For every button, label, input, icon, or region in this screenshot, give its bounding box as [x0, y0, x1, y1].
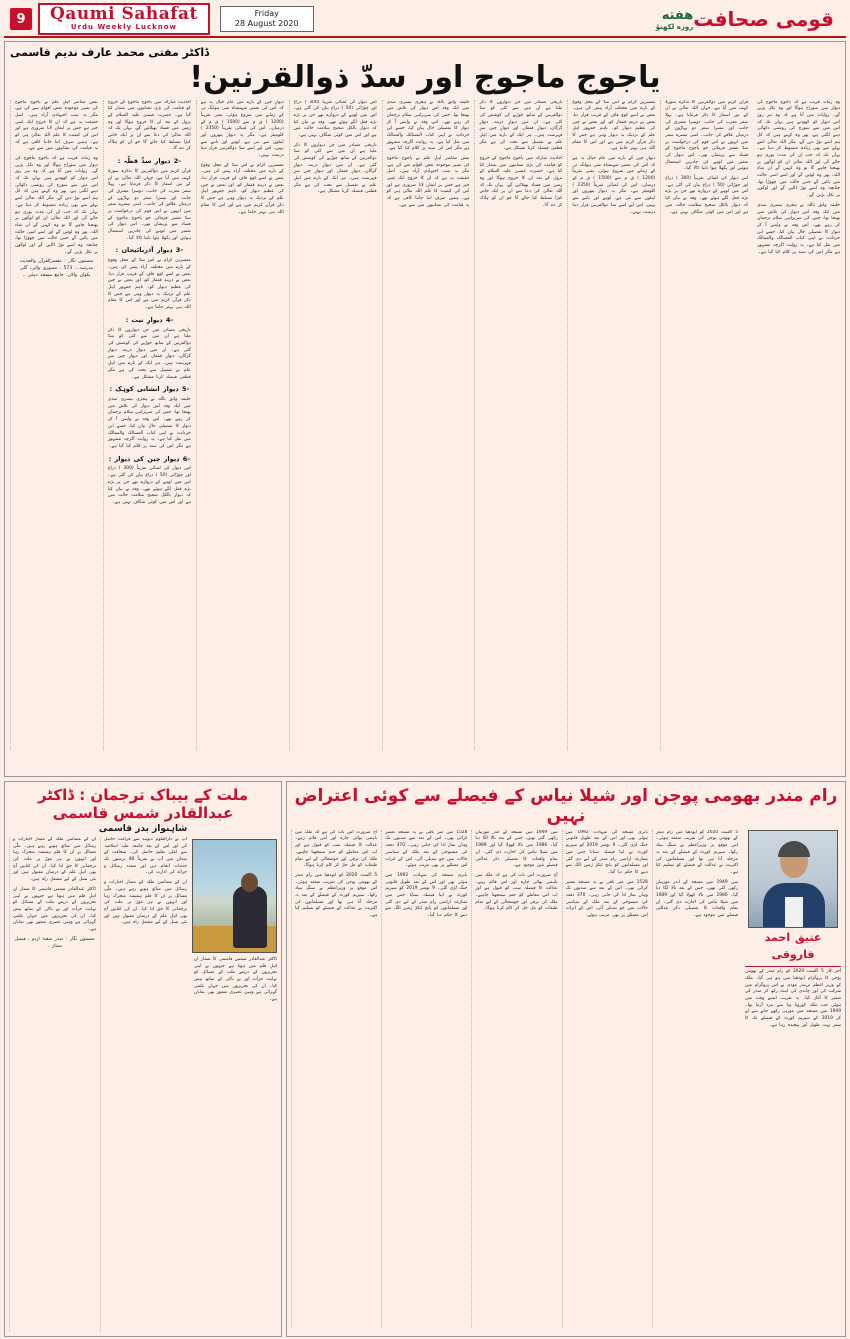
br-col-0	[652, 830, 738, 1328]
top-col-7-text-d: تاریخی مصادر میں جن دیواروں کا ذکر ملتا ہے ان میں سے کئی کو سدّ ذوالقرنین کے ساتھ جوڑنے کی کوشش کی گئی ہے۔ ان میں دیوارِ دربند، دیوارِ گرگان، دیوارِ قفقاز، اور دیوارِ چین سرِ فہرست ہیں۔ ہر ایک کے بارے میں اہلِ علم نے تفصیل سے بحث کی ہے مگر قطعی فیصلہ کرنا مشکل ہے۔	[107, 327, 191, 380]
bottom-right-article	[286, 781, 846, 1337]
article-photo	[192, 839, 277, 953]
bottom-left-headline: ملت کے بیباک ترجمان : ڈاکٹر عبدالقادر شمس قاسمی	[37, 786, 249, 822]
top-col-2	[567, 100, 655, 750]
bl-col-2-text-b: ڈاکٹر عبدالقادر شمس قاسمی کا شمار ان اہلِ قلم میں ہوتا ہے جنہوں نے اپنی تحریروں کے ذریعے ملت کے مسائل کو نہایت جرأت اور بے باکی کے ساتھ پیش کیا۔ ان کی تحریروں میں جہاں علمی گہرائی ہے وہیں عصری شعور بھی نمایاں ہے۔	[13, 886, 96, 932]
bottom-right-headline: رام مندر بھومی پوجن اور شیلا نیاس کے فیصلے سے کوئی اعتراض نہیں	[294, 786, 838, 827]
top-col-4-text: خلیفہ واثق باللہ نے ہجری تیسری صدی میں ایک وفد اس دیوار کی تلاش میں بھیجا تھا، جس کی سربراہی سلام ترجمان کر رہے تھے۔ اس وفد نے واپس آ کر دیوار کا تفصیلی حال بیان کیا، جسے ابن خردادبہ نے اپنی کتاب المسالک والممالک میں نقل کیا ہے۔ یہ روایت اگرچہ مشہور ہے مگر اس کی سند پر کلام کیا گیا ہے۔	[386, 99, 470, 152]
bottom-section	[4, 781, 846, 1337]
bottom-left-byline: شاہنواز بدر قاسمی	[98, 824, 188, 834]
top-col-7-text-e: خلیفہ واثق باللہ نے ہجری تیسری صدی میں ایک وفد اس دیوار کی تلاش میں بھیجا تھا، جس کی سربراہی سلام ترجمان کر رہے تھے۔ اس وفد نے واپس آ کر دیوار کا تفصیلی حال بیان کیا، جسے ابن خردادبہ نے اپنی کتاب المسالک والممالک میں نقل کیا ہے۔ یہ روایت اگرچہ مشہور ہے مگر اس کی سند پر کلام کیا گیا ہے۔	[107, 397, 191, 449]
top-col-7	[103, 100, 191, 750]
portrait-hair	[778, 841, 810, 857]
bottom-right-columns	[291, 830, 841, 1328]
top-article-credit: مضمون نگار : مفسرالقرآن والحدیث مدرسہ… 573 ـ مصوری والی، گلی پکوان والان، جامع مسجد دہلی ۔	[19, 259, 94, 279]
bottom-left-columns	[9, 837, 277, 1332]
br-col-3-text: 1528 میں میر باقی نے یہ مسجد تعمیر کرائی تھی۔ اس کے بعد سے صدیوں تک وہاں نماز ادا کی جاتی رہی۔ 370 دفعہ کی منسوخی کے بعد ملک کے سیاسی حالات میں جو تبدیلی آئی، اس کے اثرات اس مسئلے پر بھی مرتب ہوئے۔	[385, 829, 468, 869]
top-article-byline: ڈاکٹر مفتی محمد عارف ندیم قاسمی	[10, 46, 210, 59]
top-col-1-text-b: اس دیوار کی لمبائی تقریباً (300 ) ذراع اور چوڑائی (50 ) ذراع بیان کی گئی ہے۔ اس میں لوہے کے دروازے تھے جن پر بڑے بڑے قفل لگے ہوئے تھے۔ وفد نے بیان کیا کہ دیوار بالکل صحیح سلامت حالت میں ہے اور اس میں کوئی شگاف نہیں ہے۔	[665, 176, 749, 215]
bl-col-1-text: آپ نے دارالعلوم دیوبند سے فراغت حاصل کی اور اس کے بعد جامعہ ملیہ اسلامیہ سے اعلیٰ تعلیم حاصل کی۔ صحافت کے میدان میں آپ نے تقریباً 48 برسوں تک خدمات انجام دیں اور متعدد رسائل و جرائد کی ادارت کی۔	[104, 837, 187, 876]
top-col-8	[10, 100, 98, 750]
urdu-periodicity-top: هفته	[661, 7, 694, 23]
photo-head-left	[241, 873, 258, 892]
issue-date	[220, 6, 314, 33]
bl-col-0	[191, 837, 277, 1332]
top-col-3	[474, 100, 562, 750]
top-col-4	[382, 100, 470, 750]
top-col-5-text-b: تاریخی مصادر میں جن دیواروں کا ذکر ملتا ہے ان میں سے کئی کو سدّ ذوالقرنین کے ساتھ جوڑنے کی کوشش کی گئی ہے۔ ان میں دیوارِ دربند، دیوارِ گرگان، دیوارِ قفقاز، اور دیوارِ چین سرِ فہرست ہیں۔ ہر ایک کے بارے میں اہلِ علم نے تفصیل سے بحث کی ہے مگر قطعی فیصلہ کرنا مشکل ہے۔	[293, 142, 377, 195]
top-col-6	[196, 100, 284, 750]
br-col-1-text: بابری مسجد کی شہادت 1992 میں ہوئی تھی اور اس کے بعد طویل قانونی جنگ لڑی گئی۔ 9 نومبر 2019 کو سپریم کورٹ نے اپنا فیصلہ سنایا جس میں متنازعہ اراضی رام مندر کے لیے دی گئی اور مسلمانوں کو پانچ ایکڑ زمین الگ سے دینے کا حکم دیا گیا۔	[565, 829, 648, 875]
br-col-0-text-b: سن 1949 میں مسجد کے اندر مورتیاں رکھی گئی تھیں، جس کے بعد تالا لگا دیا گیا۔ 1986 میں تالا کھولا گیا اور 1989 میں شیلا نیاس کی اجازت دی گئی۔ ان تمام واقعات کا تفصیلی ذکر عدالتی فیصلے میں موجود ہے۔	[655, 879, 739, 919]
bl-col-1-text-b: ان کے مضامین ملک کے ممتاز اخبارات و رسائل میں شائع ہوتے رہے ہیں۔ ملّی مسائل پر ان کا قلم ہمیشہ متحرک رہا اور انہوں نے ہر موڑ پر ملت کی ترجمانی کا حق ادا کیا۔ ان کی کتابیں آج بھی اہلِ علم کے درمیان مقبول ہیں اور نئی نسل کے لیے مشعلِ راہ ہیں۔	[104, 880, 187, 926]
top-article	[4, 41, 846, 777]
top-col-6-text-b: مفسرین کرام نے اس سدّ کے محل وقوع کے بارے میں مختلف آراء پیش کی ہیں۔ بعض نے اسے کوہِ قاف کے قریب قرار دیا، بعض نے دربندِ قفقاز کو، اور بعض نے چین کی عظیم دیوار کو۔ تاہم جمہور اہلِ علم کے نزدیک یہ دیوار وہی ہے جس کا ذکر قرآن کریم میں ہے اور اس کا مقام اللہ ہی بہتر جانتا ہے۔	[200, 162, 284, 215]
top-col-2-text: مفسرین کرام نے اس سدّ کے محل وقوع کے بارے میں مختلف آراء پیش کی ہیں۔ بعض نے اسے کوہِ قاف کے قریب قرار دیا، بعض نے دربندِ قفقاز کو، اور بعض نے چین کی عظیم دیوار کو۔ تاہم جمہور اہلِ علم کے نزدیک یہ دیوار وہی ہے جس کا ذکر قرآن کریم میں ہے اور اس کا مقام اللہ ہی بہتر جانتا ہے۔	[572, 99, 656, 152]
br-col-3-text-b: بابری مسجد کی شہادت 1992 میں ہوئی تھی اور اس کے بعد طویل قانونی جنگ لڑی گئی۔ 9 نومبر 2019 کو سپریم کورٹ نے اپنا فیصلہ سنایا جس میں متنازعہ اراضی رام مندر کے لیے دی گئی اور مسلمانوں کو پانچ ایکڑ زمین الگ سے دینے کا حکم دیا گیا۔	[385, 872, 468, 919]
top-col-3-text: تاریخی مصادر میں جن دیواروں کا ذکر ملتا ہے ان میں سے کئی کو سدّ ذوالقرنین کے ساتھ جوڑنے کی کوشش کی گئی ہے۔ ان میں دیوارِ دربند، دیوارِ گرگان، دیوارِ قفقاز، اور دیوارِ چین سرِ فہرست ہیں۔ ہر ایک کے بارے میں اہلِ علم نے تفصیل سے بحث کی ہے مگر قطعی فیصلہ کرنا مشکل ہے۔	[479, 99, 563, 152]
logo-title: Qaumi Sahafat	[50, 4, 198, 25]
br-col-4-text-b: 5 اگست 2020 کو ایودھیا میں رام مندر کے بھومی پوجن کی تقریب منعقد ہوئی۔ اس موقع پر وزیراعظم نے سنگِ بنیاد رکھا۔ سپریم کورٹ کے فیصلے کے بعد یہ مرحلہ آنا ہی تھا اور مسلمانوں کی اکثریت نے عدالت کے فیصلے کو تسلیم کیا ہے۔	[295, 872, 378, 919]
br-side-text: آخر کار 5 اگست 2020 کو رام مندر کے بھومی پوجن کا پروگرام ایودھیا میں ہو ہی گیا۔ ملک کے وزیر اعظم نریندر مودی نے اس پروگرام میں شرکت کی اور چاندی کی اینٹ رکھ کر مندر کی تعمیر کا آغاز کیا۔ یہ تقریب ایسے وقت میں ہوئی جب ملک کورونا وبا سے نبرد آزما تھا۔ 1949 میں مسجد میں مورتی رکھے جانے سے لے کر 2019 کے سپریم کورٹ کے فیصلے تک کا سفر بہت طویل اور پیچیدہ رہا ہے۔	[745, 969, 842, 1028]
bottom-left-article	[4, 781, 282, 1337]
br-col-2-text-b: آج ضرورت اس بات کی ہے کہ ملک میں باہمی بھائی چارہ اور امن قائم رہے۔ عدالت کا فیصلہ سب کو قبول ہے اور اب اس معاملے کو ختم سمجھنا چاہیے۔ ملک کی ترقی اور خوشحالی کے لیے تمام طبقات کو مل جل کر کام کرنا ہوگا۔	[475, 872, 558, 912]
top-col-0	[753, 100, 840, 750]
urdu-masthead-title: قومی صحافت	[693, 7, 834, 31]
br-col-2	[471, 830, 557, 1328]
top-col-2-text-b: دیوارِ چین کے بارے میں عام خیال یہ ہے کہ اس کی تعمیر شہنشاہ شی ہوانگ تی کے زمانے میں شروع ہوئی، یعنی تقریباً (1200 ) ق م سے (1500 ) ق م کے درمیان۔ اس کی لمبائی تقریباً (2350 ) کلومیٹر ہے۔ مگر یہ دیوار پتھروں اور اینٹوں سے بنی ہے، لوہے اور تانبے سے نہیں، اس لیے اسے سدّ ذوالقرنین قرار دینا درست نہیں۔	[572, 156, 656, 215]
logo-subtitle: Urdu Weekly Lucknow	[70, 23, 177, 32]
top-col-7-text: احادیث مبارکہ میں یاجوج ماجوج کے خروج کو قیامت کی بڑی نشانیوں میں شمار کیا گیا ہے۔ حضرت عیسیٰ علیہ السلام کے نزول کے بعد ان کا خروج ہوگا اور وہ زمین میں فساد پھیلائیں گے، یہاں تک کہ اللہ تعالیٰ کی دعا سے ان پر ایک خاص کیڑا مسلط کیا جائے گا جو ان کو ہلاک کر دے گا۔	[107, 99, 191, 152]
top-subhead-5: -6 دیوار چین کی دیوار :	[108, 454, 190, 463]
top-col-4-text-b: بعض معاصر اہلِ علم نے یاجوج ماجوج کی تعبیر موجودہ بعض اقوام سے کی ہے، مگر یہ سب اجتہادی آراء ہیں۔ اصل حقیقت یہ ہے کہ ان کا خروج ایک غیبی خبر ہے جس پر ایمان لانا ضروری ہے اور اس کی کیفیت کا علم اللہ تعالیٰ ہی کو ہے۔ ہمیں صرف اتنا جاننا کافی ہے کہ یہ قیامت کی نشانیوں میں سے ہے۔	[386, 156, 470, 208]
bl-col-2	[9, 837, 96, 1332]
top-article-columns	[10, 100, 840, 750]
br-col-0-text: 5 اگست 2020 کو ایودھیا میں رام مندر کے بھومی پوجن کی تقریب منعقد ہوئی۔ اس موقع پر وزیراعظم نے سنگِ بنیاد رکھا۔ سپریم کورٹ کے فیصلے کے بعد یہ مرحلہ آنا ہی تھا اور مسلمانوں کی اکثریت نے عدالت کے فیصلے کو تسلیم کیا ہے۔	[655, 829, 739, 875]
top-col-7-text-f: اس دیوار کی لمبائی تقریباً (300 ) ذراع اور چوڑائی (50 ) ذراع بیان کی گئی ہے۔ اس میں لوہے کے دروازے تھے جن پر بڑے بڑے قفل لگے ہوئے تھے۔ وفد نے بیان کیا کہ دیوار بالکل صحیح سلامت حالت میں ہے اور اس میں کوئی شگاف نہیں ہے۔	[107, 466, 191, 505]
issue-day: Friday	[254, 8, 279, 18]
br-col-4-text: آج ضرورت اس بات کی ہے کہ ملک میں باہمی بھائی چارہ اور امن قائم رہے۔ عدالت کا فیصلہ سب کو قبول ہے اور اب اس معاملے کو ختم سمجھنا چاہیے۔ ملک کی ترقی اور خوشحالی کے لیے تمام طبقات کو مل جل کر کام کرنا ہوگا۔	[295, 829, 378, 869]
portrait-shirt	[785, 897, 803, 927]
author-portrait	[748, 830, 838, 928]
top-col-1	[660, 100, 748, 750]
urdu-periodicity	[656, 8, 694, 31]
top-col-0-text-b: خلیفہ واثق باللہ نے ہجری تیسری صدی میں ایک وفد اس دیوار کی تلاش میں بھیجا تھا، جس کی سربراہی سلام ترجمان کر رہے تھے۔ اس وفد نے واپس آ کر دیوار کا تفصیلی حال بیان کیا، جسے ابن خردادبہ نے اپنی کتاب المسالک والممالک میں نقل کیا ہے۔ یہ روایت اگرچہ مشہور ہے مگر اس کی سند پر کلام کیا گیا ہے۔	[757, 202, 841, 255]
top-subhead-1: -2 دیوار سدِّ قطّہ :	[117, 157, 181, 165]
top-subhead-4: -5 دیوار انشانی کوہک :	[109, 385, 190, 394]
top-col-6-text: دیوارِ چین کے بارے میں عام خیال یہ ہے کہ اس کی تعمیر شہنشاہ شی ہوانگ تی کے زمانے میں شروع ہوئی، یعنی تقریباً (1200 ) ق م سے (1500 ) ق م کے درمیان۔ اس کی لمبائی تقریباً (2350 ) کلومیٹر ہے۔ مگر یہ دیوار پتھروں اور اینٹوں سے بنی ہے، لوہے اور تانبے سے نہیں، اس لیے اسے سدّ ذوالقرنین قرار دینا درست نہیں۔	[200, 99, 284, 158]
top-col-3-text-b: احادیث مبارکہ میں یاجوج ماجوج کے خروج کو قیامت کی بڑی نشانیوں میں شمار کیا گیا ہے۔ حضرت عیسیٰ علیہ السلام کے نزول کے بعد ان کا خروج ہوگا اور وہ زمین میں فساد پھیلائیں گے، یہاں تک کہ اللہ تعالیٰ کی دعا سے ان پر ایک خاص کیڑا مسلط کیا جائے گا جو ان کو ہلاک کر دے گا۔	[479, 156, 563, 208]
br-author-column	[742, 830, 841, 1328]
issue-date-full: 28 August 2020	[234, 19, 299, 28]
top-col-5-text: اس دیوار کی لمبائی تقریباً (300 ) ذراع اور چوڑائی (50 ) ذراع بیان کی گئی ہے۔ اس میں لوہے کے دروازے تھے جن پر بڑے بڑے قفل لگے ہوئے تھے۔ وفد نے بیان کیا کہ دیوار بالکل صحیح سلامت حالت میں ہے اور اس میں کوئی شگاف نہیں ہے۔	[293, 99, 377, 138]
bottom-left-credit: مضمون نگار : صدر شعبۂ اردو ، فیصل ممتاز ۔	[14, 936, 95, 949]
br-col-1-text-b: 1528 میں میر باقی نے یہ مسجد تعمیر کرائی تھی۔ اس کے بعد سے صدیوں تک وہاں نماز ادا کی جاتی رہی۔ 370 دفعہ کی منسوخی کے بعد ملک کے سیاسی حالات میں جو تبدیلی آئی، اس کے اثرات اس مسئلے پر بھی مرتب ہوئے۔	[565, 879, 648, 919]
top-subhead-3: -4 دیوارِ نیت :	[125, 315, 174, 324]
bl-col-0-text: ڈاکٹر عبدالقادر شمس قاسمی کا شمار ان اہلِ قلم میں ہوتا ہے جنہوں نے اپنی تحریروں کے ذریعے ملت کے مسائل کو نہایت جرأت اور بے باکی کے ساتھ پیش کیا۔ ان کی تحریروں میں جہاں علمی گہرائی ہے وہیں عصری شعور بھی نمایاں ہے۔	[194, 957, 277, 1003]
divider	[745, 966, 841, 967]
br-col-4	[291, 830, 377, 1328]
bl-col-2-text: ان کے مضامین ملک کے ممتاز اخبارات و رسائل میں شائع ہوتے رہے ہیں۔ ملّی مسائل پر ان کا قلم ہمیشہ متحرک رہا اور انہوں نے ہر موڑ پر ملت کی ترجمانی کا حق ادا کیا۔ ان کی کتابیں آج بھی اہلِ علم کے درمیان مقبول ہیں اور نئی نسل کے لیے مشعلِ راہ ہیں۔	[13, 837, 96, 883]
top-article-headline: یاجوج ماجوج اور سدّ ذوالقرنین!	[189, 60, 661, 95]
top-col-8-text-b: وہ زمانہ قریب ہے کہ یاجوج ماجوج کی دیوار میں سوراخ ہوگا اور وہ نکل پڑیں گے۔ روایات میں آتا ہے کہ وہ ہر روز اس دیوار کو کھودتے ہیں یہاں تک کہ اس میں سے سورج کی روشنی دکھائی دینے لگتی ہے، پھر وہ کہتے ہیں کہ کل ہم اسے توڑ دیں گے، مگر اللہ تعالیٰ اسے پہلے سے بھی زیادہ مضبوط کر دیتا ہے۔ یہاں تک کہ جب ان کی مدت پوری ہو جائے گی اور اللہ تعالیٰ ان کو لوگوں پر بھیجنا چاہے گا تو وہ کہیں گے ان شاء اللہ، پھر وہ لوٹیں گے اور اسے اسی حالت میں پائیں گے جس حالت میں چھوڑا تھا، چنانچہ وہ اسے توڑ ڈالیں گے اور لوگوں پر نکل پڑیں گے۔	[15, 156, 98, 255]
top-col-7-text-b: قرآن کریم میں ذوالقرنین کا تذکرہ سورۂ کہف میں آیا ہے، جہاں اللہ تعالیٰ نے ان کے تین اسفار کا ذکر فرمایا ہے۔ پہلا سفر مغرب کی جانب، دوسرا مشرق کی جانب اور تیسرا سفر دو پہاڑوں کے درمیان علاقے کی جانب۔ اسی تیسرے سفر میں انہوں نے اس قوم کی درخواست پر سدّ تعمیر فرمائی جو یاجوج ماجوج کے فساد سے پریشان تھی۔ اس دیوار کی تعمیر میں لوہے کی چادریں استعمال ہوئیں اور پگھلا ہوا تانبا ڈالا گیا۔	[107, 168, 191, 241]
publication-logo	[38, 3, 210, 34]
top-subhead-2: -3 دیوار آذربائیجان :	[115, 246, 184, 255]
br-col-1	[562, 830, 648, 1328]
br-col-3	[381, 830, 467, 1328]
br-col-2-text: سن 1949 میں مسجد کے اندر مورتیاں رکھی گئی تھیں، جس کے بعد تالا لگا دیا گیا۔ 1986 میں تالا کھولا گیا اور 1989 میں شیلا نیاس کی اجازت دی گئی۔ ان تمام واقعات کا تفصیلی ذکر عدالتی فیصلے میں موجود ہے۔	[475, 829, 558, 869]
top-col-0-text: وہ زمانہ قریب ہے کہ یاجوج ماجوج کی دیوار میں سوراخ ہوگا اور وہ نکل پڑیں گے۔ روایات میں آتا ہے کہ وہ ہر روز اس دیوار کو کھودتے ہیں یہاں تک کہ اس میں سے سورج کی روشنی دکھائی دینے لگتی ہے، پھر وہ کہتے ہیں کہ کل ہم اسے توڑ دیں گے، مگر اللہ تعالیٰ اسے پہلے سے بھی زیادہ مضبوط کر دیتا ہے۔ یہاں تک کہ جب ان کی مدت پوری ہو جائے گی اور اللہ تعالیٰ ان کو لوگوں پر بھیجنا چاہے گا تو وہ کہیں گے ان شاء اللہ، پھر وہ لوٹیں گے اور اسے اسی حالت میں پائیں گے جس حالت میں چھوڑا تھا، چنانچہ وہ اسے توڑ ڈالیں گے اور لوگوں پر نکل پڑیں گے۔	[757, 99, 841, 199]
top-col-7-text-c: مفسرین کرام نے اس سدّ کے محل وقوع کے بارے میں مختلف آراء پیش کی ہیں۔ بعض نے اسے کوہِ قاف کے قریب قرار دیا، بعض نے دربندِ قفقاز کو، اور بعض نے چین کی عظیم دیوار کو۔ تاہم جمہور اہلِ علم کے نزدیک یہ دیوار وہی ہے جس کا ذکر قرآن کریم میں ہے اور اس کا مقام اللہ ہی بہتر جانتا ہے۔	[107, 258, 191, 311]
top-col-5	[289, 100, 377, 750]
bl-col-1	[100, 837, 187, 1332]
masthead	[4, 4, 846, 38]
urdu-periodicity-bottom: روزه لکھنؤ	[655, 22, 694, 31]
top-col-1-text: قرآن کریم میں ذوالقرنین کا تذکرہ سورۂ کہف میں آیا ہے، جہاں اللہ تعالیٰ نے ان کے تین اسفار کا ذکر فرمایا ہے۔ پہلا سفر مغرب کی جانب، دوسرا مشرق کی جانب اور تیسرا سفر دو پہاڑوں کے درمیان علاقے کی جانب۔ اسی تیسرے سفر میں انہوں نے اس قوم کی درخواست پر سدّ تعمیر فرمائی جو یاجوج ماجوج کے فساد سے پریشان تھی۔ اس دیوار کی تعمیر میں لوہے کی چادریں استعمال ہوئیں اور پگھلا ہوا تانبا ڈالا گیا۔	[665, 99, 749, 172]
top-col-8-text: بعض معاصر اہلِ علم نے یاجوج ماجوج کی تعبیر موجودہ بعض اقوام سے کی ہے، مگر یہ سب اجتہادی آراء ہیں۔ اصل حقیقت یہ ہے کہ ان کا خروج ایک غیبی خبر ہے جس پر ایمان لانا ضروری ہے اور اس کی کیفیت کا علم اللہ تعالیٰ ہی کو ہے۔ ہمیں صرف اتنا جاننا کافی ہے کہ یہ قیامت کی نشانیوں میں سے ہے۔	[15, 99, 98, 152]
page-number-badge: 9	[10, 8, 32, 30]
photo-person-left	[233, 886, 267, 948]
author-name: عتیق احمد فاروقی	[764, 930, 822, 961]
